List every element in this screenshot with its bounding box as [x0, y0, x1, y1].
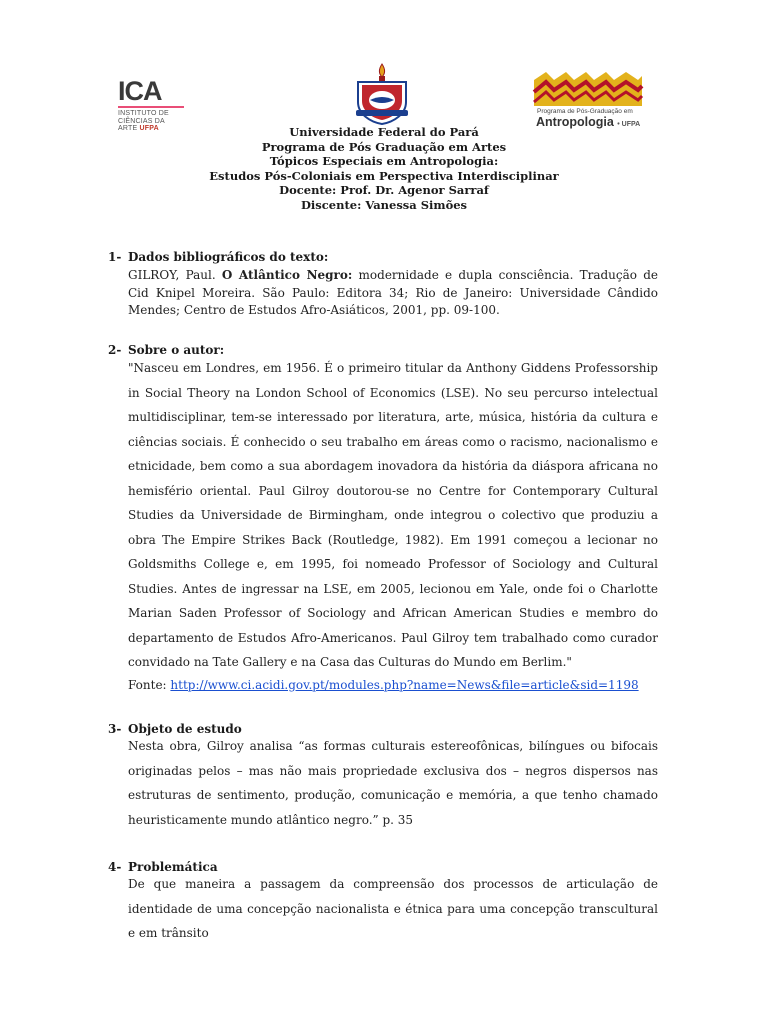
- ica-logo-bar: [118, 106, 184, 108]
- antropologia-wave-icon: [530, 70, 646, 108]
- object-of-study-text: Nesta obra, Gilroy analisa “as formas culturais estereofônicas, bilíngues ou bifocais originadas pelos – mas não mais propriedade exclusiva dos – negros dispersos nas estruturas de sentimento, produção, comunicação e memória, a que tenho chamado heuristicamente mundo atlântico negro.” p. 35: [128, 739, 658, 827]
- title-topics: Tópicos Especiais em Antropologia:: [269, 154, 499, 169]
- problematic-text: De que maneira a passagem da compreensão dos processos de articulação de identidade de uma concepção nacionalista e étnica para uma concepção transcultural e em trânsito: [128, 877, 658, 940]
- author-bio: "Nasceu em Londres, em 1956. É o primeiro titular da Anthony Giddens Professorship in Social Theory na London School of Economics (LSE). No seu percurso intelectual multidisciplinar, tem-se interessado por literatura, arte, música, história da cultura e ciências sociais. É conhecido o seu trabalho em áreas como o racismo, nacionalismo e etnicidade, bem como a sua abordagem inovadora da história da diáspora africana no hemisfério oriental. Paul Gilroy doutorou-se no Centre for Contemporary Cultural Studies da Universidade de Birmingham, onde integrou o colectivo que produziu a obra The Empire Strikes Back (Routledge, 1982). Em 1991 começou a lecionar no Goldsmiths College e, em 1995, foi nomeado Professor of Sociology and Cultural Studies. Antes de ingressar na LSE, em 2005, lecionou em Yale, onde foi o Charlotte Marian Saden Professor of Sociology and African American Studies e membro do departamento de Estudos Afro-Americanos. Paul Gilroy tem trabalhado como curador convidado na Tate Gallery e na Casa das Culturas do Mundo em Berlim.": [128, 361, 658, 669]
- antropologia-logo-line1: Programa de Pós-Graduação em: [537, 108, 633, 115]
- author-source: Fonte: http://www.ci.acidi.gov.pt/modules.php?name=News&file=article&sid=1198: [128, 677, 639, 692]
- ica-logo-line2: CIÊNCIAS DA: [118, 117, 165, 125]
- section-heading: 1- Dados bibliográficos do texto:: [108, 250, 329, 264]
- title-discente: Discente: Vanessa Simões: [300, 197, 468, 212]
- section-heading: 4- Problemática: [108, 860, 218, 874]
- ica-logo-line1: INSTITUTO DE: [118, 110, 169, 117]
- section-heading: 2- Sobre o autor:: [108, 343, 225, 357]
- title-program: Programa de Pós Graduação em Artes: [261, 139, 507, 154]
- document-title-block: [0, 125, 768, 213]
- title-docente: Docente: Prof. Dr. Agenor Sarraf: [279, 183, 489, 198]
- ica-logo-line3: ARTE UFPA: [118, 125, 159, 132]
- section-about-author: [108, 342, 658, 695]
- title-course: Estudos Pós-Coloniais em Perspectiva Interdisciplinar: [209, 168, 559, 183]
- antropologia-logo: [530, 70, 646, 130]
- ufpa-seal-icon: [350, 60, 414, 126]
- section-bibliographic-data: [108, 249, 658, 320]
- title-university: Universidade Federal do Pará: [289, 125, 479, 139]
- ica-logo-mark: ICA: [118, 76, 162, 106]
- antropologia-logo-line2: Antropologia • UFPA: [536, 115, 641, 129]
- section-heading: 3- Objeto de estudo: [108, 722, 242, 736]
- section-problematic: [108, 859, 658, 946]
- section-object-of-study: [108, 721, 658, 832]
- bibliographic-reference: GILROY, Paul. O Atlântico Negro: modernidade e dupla consciência. Tradução de Cid Knipel Moreira. São Paulo: Editora 34; Rio de Janeiro: Universidade Cândido Mendes; Centro de Estudos Afro-Asiáticos, 2001, pp. 09-100.: [128, 268, 658, 317]
- source-link[interactable]: http://www.ci.acidi.gov.pt/modules.php?name=News&file=article&sid=1198: [170, 677, 639, 692]
